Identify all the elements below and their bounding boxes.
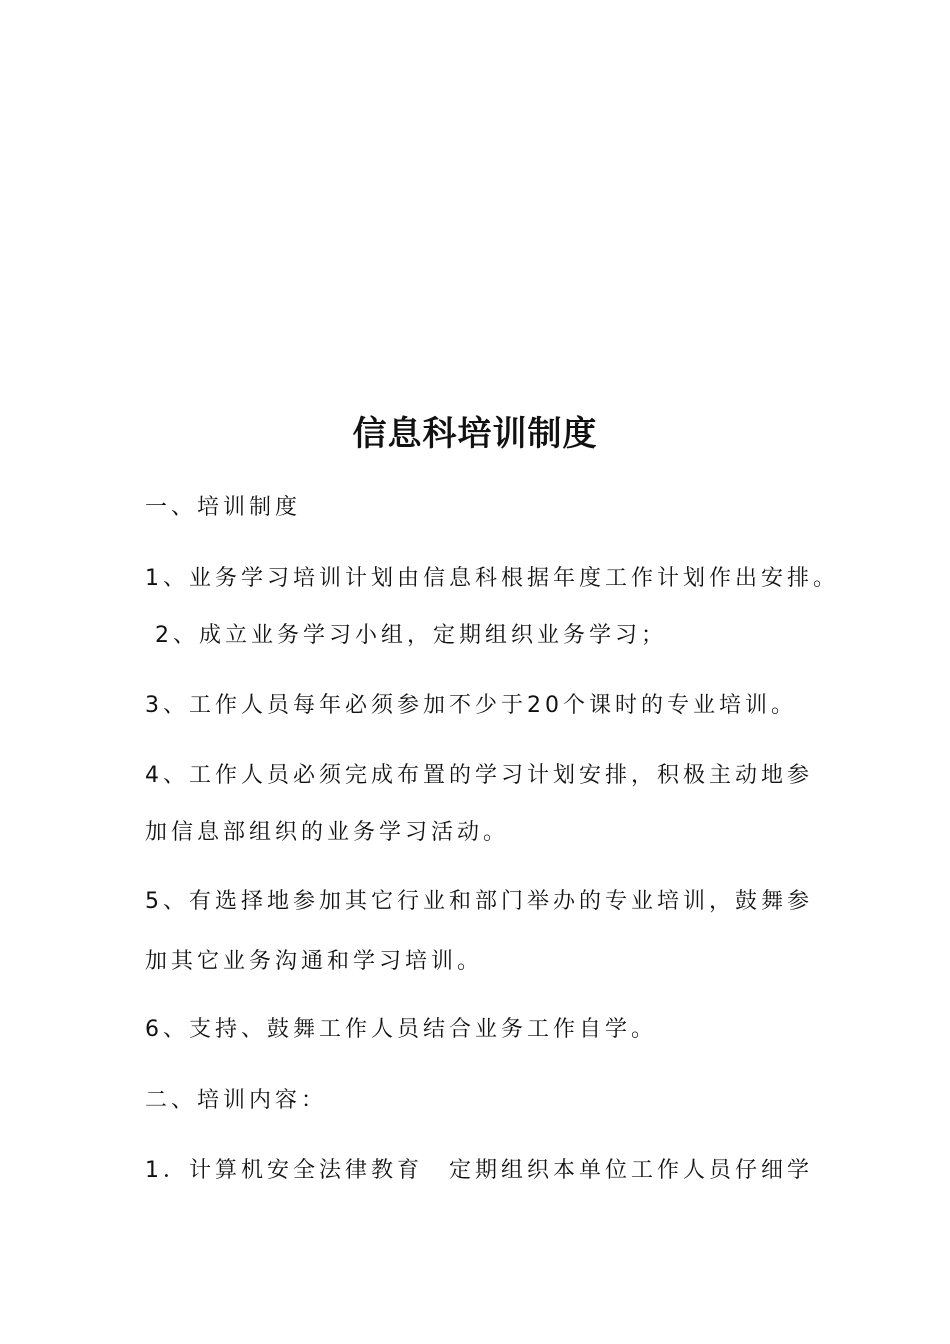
section-heading-training-system: 一、培训制度 xyxy=(145,495,302,520)
list-item-6: 6、支持、鼓舞工作人员结合业务工作自学。 xyxy=(145,1017,657,1042)
document-title: 信息科培训制度 xyxy=(352,414,598,454)
list-item-4: 4、工作人员必须完成布置的学习计划安排，积极主动地参 xyxy=(145,763,813,788)
list-item-5-continued: 加其它业务沟通和学习培训。 xyxy=(145,949,484,974)
list-item-1: 1、业务学习培训计划由信息科根据年度工作计划作出安排。 xyxy=(145,566,839,591)
section-heading-training-content: 二、培训内容： xyxy=(145,1088,328,1113)
content-item-1: 1．计算机安全法律教育 定期组织本单位工作人员仔细学 xyxy=(145,1158,813,1183)
list-item-5: 5、有选择地参加其它行业和部门举办的专业培训，鼓舞参 xyxy=(145,889,813,914)
list-item-4-continued: 加信息部组织的业务学习活动。 xyxy=(145,820,510,845)
list-item-2: 2、成立业务学习小组，定期组织业务学习； xyxy=(155,623,667,648)
list-item-3: 3、工作人员每年必须参加不少于20个课时的专业培训。 xyxy=(145,693,797,718)
